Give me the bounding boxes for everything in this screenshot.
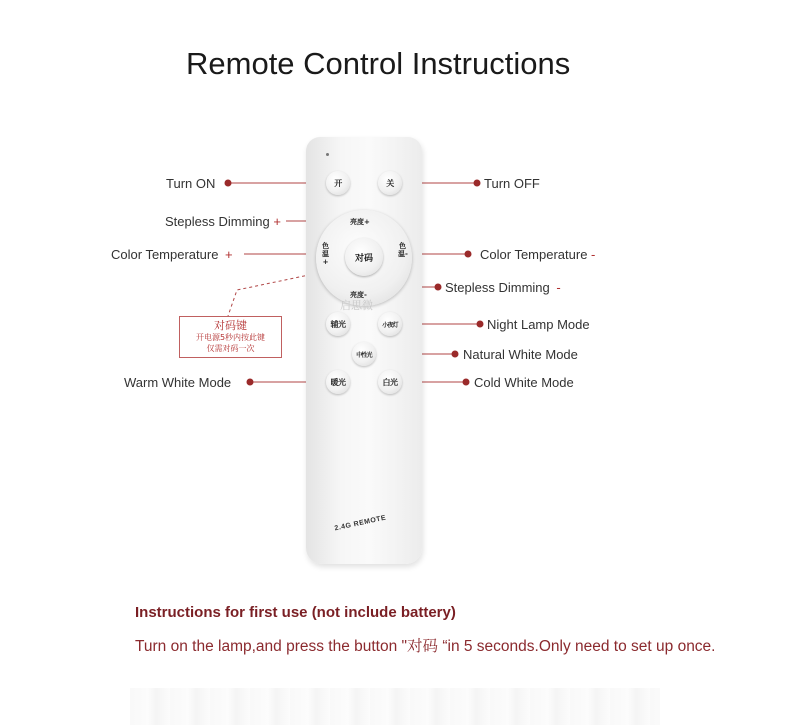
page-title: Remote Control Instructions	[186, 46, 571, 81]
warm-light-button[interactable]: 暖光	[326, 370, 350, 394]
pair-note-line-2: 仅需对码一次	[206, 344, 255, 353]
label-text: Color Temperature	[111, 247, 219, 262]
dot-night-lamp	[477, 321, 484, 328]
pair-note-line-1: 开电源5秒内按此键	[195, 333, 266, 342]
instructions-body: Turn on the lamp,and press the button "对码 “in 5 seconds.Only need to set up once.	[135, 638, 716, 655]
label-stepless-dimming-down	[445, 280, 561, 295]
night-lamp-button[interactable]: 小夜灯	[378, 312, 402, 336]
floor-reflection	[130, 688, 660, 725]
color-temp-up-button[interactable]: 色温+	[322, 242, 329, 266]
white-light-button[interactable]: 白光	[378, 370, 402, 394]
plus-sign: +	[273, 214, 281, 229]
dot-turn-on	[225, 180, 232, 187]
dot-color-temp-down	[465, 251, 472, 258]
dot-stepless-down	[435, 284, 442, 291]
pair-button[interactable]: 对码	[345, 238, 383, 276]
label-text: Color Temperature	[480, 247, 588, 262]
minus-sign: -	[591, 247, 596, 262]
label-night-lamp: Night Lamp Mode	[487, 317, 590, 332]
label-warm-white: Warm White Mode	[124, 375, 232, 390]
label-turn-on: Turn ON	[166, 176, 216, 191]
plus-sign: +	[225, 247, 233, 262]
dot-cold-white	[463, 379, 470, 386]
aux-light-button[interactable]: 辅光	[326, 312, 350, 336]
label-text: Stepless Dimming	[165, 214, 270, 229]
label-text: Stepless Dimming	[445, 280, 550, 295]
instructions-heading: Instructions for first use (not include battery)	[135, 604, 456, 621]
dot-natural-white	[452, 351, 459, 358]
dot-warm-white	[247, 379, 254, 386]
watermark-text: 启思微	[340, 299, 373, 312]
label-color-temp-up	[111, 247, 233, 262]
color-temp-down-button[interactable]: 色温-	[398, 242, 408, 258]
label-stepless-dimming-up	[165, 214, 281, 229]
label-natural-white: Natural White Mode	[463, 347, 578, 362]
label-cold-white: Cold White Mode	[474, 375, 574, 390]
dot-turn-off	[474, 180, 481, 187]
neutral-light-button[interactable]: 中性光	[352, 342, 376, 366]
pair-note-box	[179, 316, 282, 358]
minus-sign: -	[556, 280, 561, 295]
model-label: 2.4G REMOTE	[333, 514, 387, 533]
brightness-down-button[interactable]: 亮度-	[350, 291, 367, 299]
ir-emitter	[326, 153, 329, 156]
dimming-ring	[316, 210, 412, 306]
pair-note-title: 对码键	[214, 319, 247, 332]
label-color-temp-down	[480, 247, 595, 262]
off-button[interactable]: 关	[378, 171, 402, 195]
brightness-up-button[interactable]: 亮度+	[350, 218, 370, 226]
label-turn-off: Turn OFF	[484, 176, 540, 191]
remote-control	[306, 137, 422, 564]
on-button[interactable]: 开	[326, 171, 350, 195]
